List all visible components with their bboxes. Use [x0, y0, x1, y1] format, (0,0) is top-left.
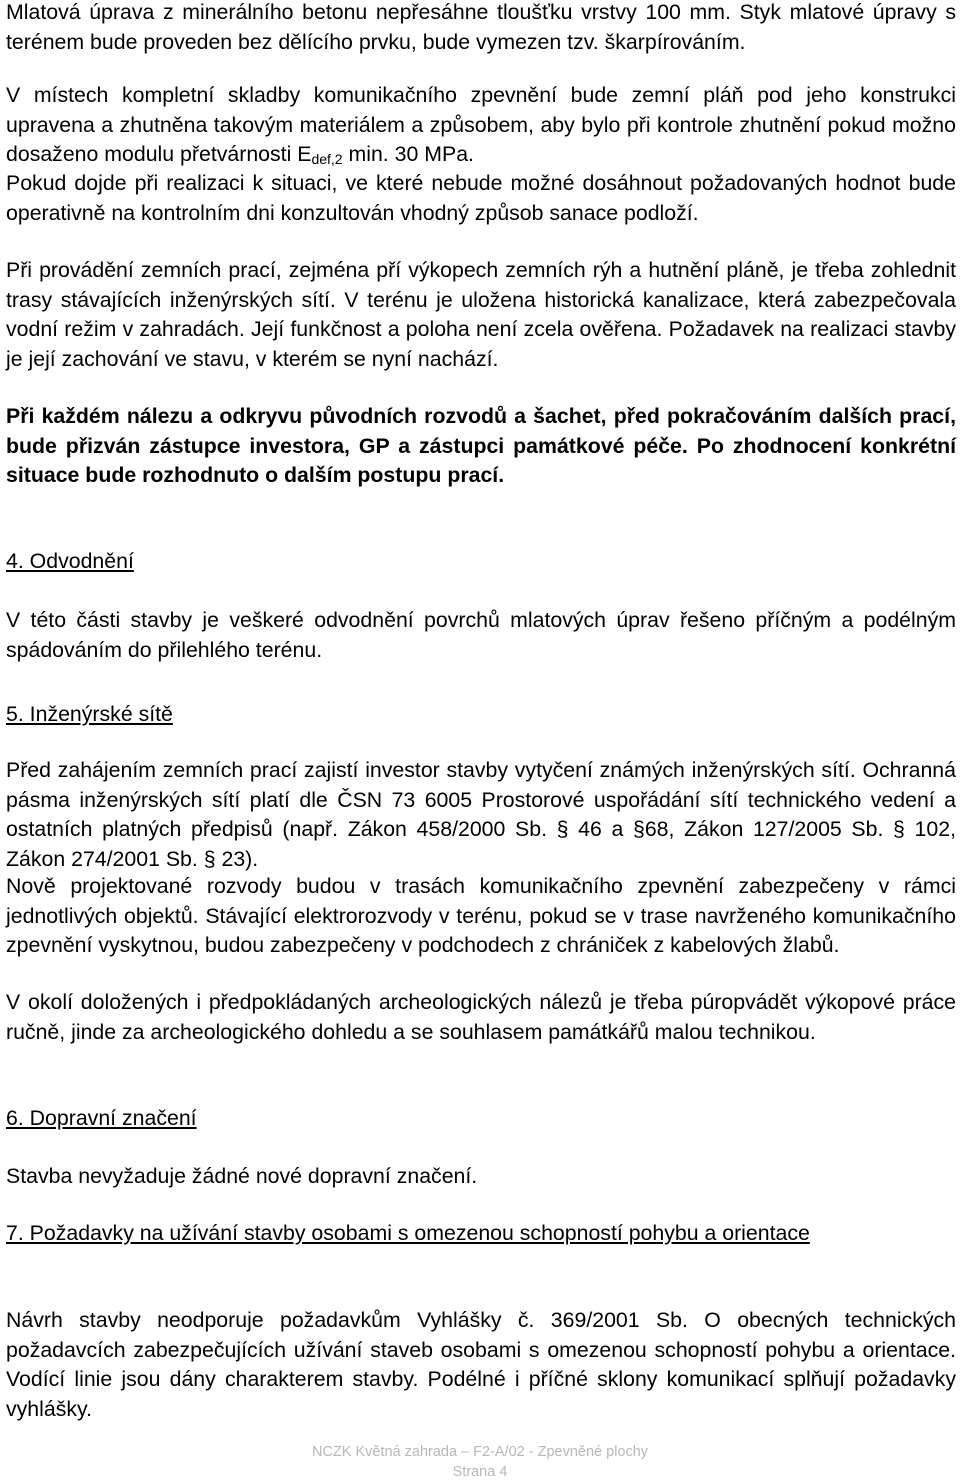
heading-pozadavky-text: 7. Požadavky na užívání stavby osobami s omezenou schopností pohybu a orientace [6, 1221, 810, 1245]
heading-odvodneni [6, 547, 134, 577]
heading-dopravni-znaceni-text: 6. Dopravní značení [6, 1106, 197, 1130]
heading-site-text: 5. Inženýrské sítě [6, 702, 173, 726]
heading-odvodneni-text: 4. Odvodnění [6, 549, 134, 573]
heading-pozadavky [6, 1219, 866, 1249]
paragraph-mlat: Mlatová úprava z minerálního betonu nepřesáhne tloušťku vrstvy 100 mm. Styk mlatové úpravy s terénem bude proveden bez dělícího prvku, bude vymezen tzv. škarpírováním. [6, 0, 956, 54]
footer-page-number: Strana 4 [452, 1464, 508, 1480]
paragraph-nalez: Při každém nálezu a odkryvu původních rozvodů a šachet, před pokračováním dalších prací, bude přizván zástupce investora, GP a zástupci památkové péče. Po zhodnocení konkrétní situace bude rozhodnuto o dalším postupu prací. [6, 404, 956, 487]
paragraph-zemni-prace: Při provádění zemních prací, zejména pří výkopech zemních rýh a hutnění pláně, je třeba zohlednit trasy stávajících inženýrských sítí. V terénu je uložena historická kanalizace, která zabezpečovala vodní režim v zahradách. Její funkčnost a poloha není zcela ověřena. Požadavek na realizaci stavby je její zachování ve stavu, v kterém se nyní nachází. [6, 258, 956, 371]
paragraph-sanace: Pokud dojde při realizaci k situaci, ve které nebude možné dosáhnout požadovaných hodnot bude operativně na kontrolním dni konzultován vhodný způsob sanace podloží. [6, 171, 956, 225]
paragraph-plan-subscript: def,2 [311, 151, 343, 167]
paragraph-dopravni-znaceni: Stavba nevyžaduje žádné nové dopravní značení. [6, 1164, 478, 1188]
paragraph-rozvody: Nově projektované rozvody budou v trasách komunikačního zpevnění zabezpečeny v rámci jednotlivých objektů. Stávající elektrorozvody v terénu, pokud se v trase navrženého komunikačního zpevnění vyskytnou, budou zabezpečeny v podchodech z chrániček z kabelových žlabů. [6, 874, 956, 957]
paragraph-archeologie: V okolí doložených i předpokládaných archeologických nálezů je třeba púropvádět výkopové práce ručně, jinde za archeologického dohledu a se souhlasem památkářů malou technikou. [6, 990, 956, 1044]
paragraph-plan-text: V místech kompletní skladby komunikačního zpevnění bude zemní pláň pod jeho konstrukci upravena a zhutněna takovým materiálem a způsobem, aby bylo při kontrole zhutnění pokud možno dosaženo modulu přetvárnosti E [6, 83, 956, 166]
paragraph-plan-tail: min. 30 MPa. [342, 142, 474, 166]
heading-dopravni-znaceni [6, 1104, 197, 1134]
paragraph-site: Před zahájením zemních prací zajistí investor stavby vytyčení známých inženýrských sítí. Ochranná pásma inženýrských sítí platí dle ČSN 73 6005 Prostorové uspořádání sítí technického vedení a ostatních platných předpisů (např. Zákon 458/2000 Sb. § 46 a §68, Zákon 127/2005 Sb. § 102, Zákon 274/2001 Sb. § 23). [6, 758, 956, 871]
footer-title: NCZK Květná zahrada – F2-A/02 - Zpevněné plochy [311, 1444, 649, 1460]
paragraph-pozadavky: Návrh stavby neodporuje požadavkům Vyhlášky č. 369/2001 Sb. O obecných technických požadavcích zabezpečujících užívání staveb osobami s omezenou schopností pohybu a orientace. Vodící linie jsou dány charakterem stavby. Podélné i příčné sklony komunikací splňují požadavky vyhlášky. [6, 1308, 956, 1421]
heading-site [6, 700, 173, 730]
paragraph-plan [6, 81, 956, 170]
paragraph-odvodneni: V této části stavby je veškeré odvodnění povrchů mlatových úprav řešeno příčným a podélným spádováním do přilehlého terénu. [6, 608, 956, 662]
